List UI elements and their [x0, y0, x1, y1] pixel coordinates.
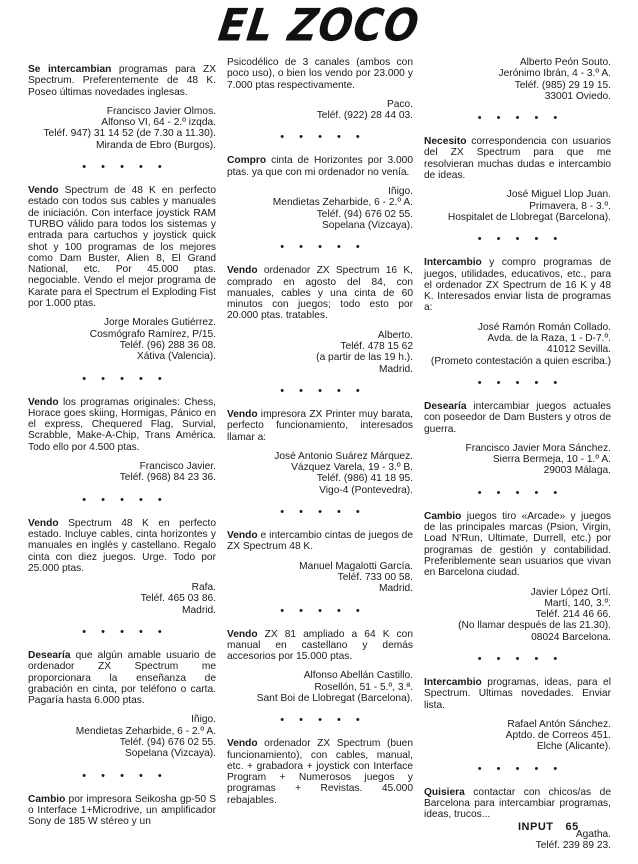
contact-line: Alberto. [377, 329, 413, 341]
ad-contact [424, 322, 611, 367]
ad-separator: • • • • • [477, 376, 564, 389]
contact-line: Mendietas Zeharbide, 6 - 2.º A. [272, 197, 413, 209]
contact-line: Teléf. 239 89 23. [535, 839, 611, 851]
ad-contact [227, 186, 413, 231]
column-2 [227, 57, 413, 806]
ad-keyword: Vendo [227, 628, 258, 640]
contact-line: Aptdo. de Correos 451. [505, 730, 611, 742]
ad-text [28, 64, 216, 98]
ad-description: ordenador ZX Spectrum (buen funcionamiento), con cables, manual, etc. + grabadora + joystick con Interface Program + Numerosos juegos y programas + Revistas. 45.000 rebajables. [227, 738, 413, 806]
classified-ad [227, 409, 413, 496]
contact-line: Elche (Alicante). [536, 741, 611, 753]
ad-text [424, 401, 611, 435]
page-title: EL ZOCO [215, 0, 423, 52]
contact-line: Teléf. (985) 29 19 15. [514, 79, 611, 91]
classified-ad [424, 57, 611, 102]
contact-line: 08024 Barcelona. [531, 631, 611, 643]
ad-keyword: Compro [227, 155, 267, 167]
ad-contact [28, 714, 216, 759]
contact-line: Madrid. [379, 583, 413, 595]
ad-separator: • • • • • [280, 714, 366, 727]
contact-line: Sierra Bermeja, 10 - 1.º A. [492, 454, 611, 466]
contact-line: Cosmógrafo Ramírez, P/15. [89, 328, 216, 340]
ad-description: cinta de Horizontes por 3.000 ptas. ya que con mi ordenador no venía. [227, 155, 413, 178]
ad-text [227, 265, 413, 321]
ad-description: que algún amable usuario de ordenador ZX Spectrum me proporcionara la enseñanza de grabación en cinta, por teléfono o carta. Pagaría hasta 6.000 ptas. [28, 649, 216, 707]
contact-line: Hospitalet de Llobregat (Barcelona). [447, 211, 611, 223]
contact-line: Teléf. (94) 676 02 55. [316, 208, 413, 220]
ad-text [424, 677, 611, 711]
ad-keyword: Vendo [227, 738, 258, 750]
ad-text [227, 530, 413, 553]
contact-line: Alfonso VI, 64 - 2.º izqda. [101, 117, 216, 129]
classified-ad [28, 650, 216, 760]
contact-line: Teléf. (94) 676 02 55. [119, 737, 216, 749]
ad-description: Spectrum de 48 K en perfecto estado con todos sus cables y manuales de iniciación. Con interface joystick RAM TURBO válido para todos los sistemas y entrada para cartuchos y joystick quick shot y 100 programas de los mejores como Dam Buster, Alien 8, El Grand National, etc. Por 45.000 ptas. negociable. Vendo el mejor programa de Karate para el Spectrum el Exploding Fist por 1.000 ptas. [28, 185, 216, 310]
contact-line: Primavera, 8 - 3.º. [529, 200, 611, 212]
ad-keyword: Vendo [227, 265, 258, 277]
ad-description: ZX 81 ampliado a 64 K con manual en castellano y demás accesorios por 15.000 ptas. [227, 628, 413, 663]
classified-ad [424, 257, 611, 367]
ad-separator: • • • • • [477, 112, 564, 125]
ad-contact [227, 670, 413, 704]
contact-line: Sopelana (Vizcaya). [125, 748, 216, 760]
ad-keyword: Intercambio [424, 257, 482, 269]
ad-separator: • • • • • [280, 384, 366, 397]
ad-description: juegos tiro «Arcade» y juegos de las principales marcas (Psion, Virgin, Load N'Run, Ultimate, Durrell, etc.) por programas de gestión y contabilidad. Preferiblemente sean usuarios que vivan en Barcelona ciudad. [424, 510, 611, 579]
contact-line: Javier López Ortí. [530, 586, 611, 598]
contact-line: Francisco Javier Mora Sánchez. [465, 442, 611, 454]
contact-line: Avda. de la Raza, 1 - D-7.º. [487, 333, 611, 345]
classified-ad [28, 64, 216, 151]
contact-line: Teléf. 465 03 86. [140, 593, 216, 605]
ad-contact [227, 561, 413, 595]
ad-description: por impresora Seikosha gp-50 S o Interface 1+Microdrive, un amplificador Sony de 185 W stéreo y un [28, 793, 216, 828]
ad-text [424, 136, 611, 181]
ad-separator: • • • • • [477, 652, 564, 665]
column-3 [424, 57, 611, 851]
ad-text [424, 787, 611, 821]
ad-separator: • • • • • [82, 769, 168, 782]
contact-line: 41012 Sevilla. [546, 344, 611, 356]
contact-line: (Prometo contestación a quien escriba.) [430, 355, 611, 367]
ad-contact [424, 189, 611, 223]
ad-description: impresora ZX Printer muy barata, perfecto funcionamiento, interesados llamar a: [227, 408, 413, 443]
classified-ad [28, 397, 216, 484]
contact-line: Alfonso Abellán Castillo. [303, 670, 413, 682]
ad-description: contactar con chicos/as de Barcelona para intercambiar programas, ideas, trucos... [424, 786, 611, 821]
contact-line: Teléf. (922) 28 44 03. [316, 110, 413, 122]
ad-contact [28, 317, 216, 362]
classified-ad [227, 530, 413, 594]
page-footer [518, 822, 579, 833]
contact-line: José Ramón Román Collado. [477, 321, 611, 333]
ad-keyword: Necesito [424, 136, 467, 148]
ad-description: los programas originales: Chess, Horace goes skiing, Hormigas, Pánico en el express, Chequered Flag, Survial, Scrabble, Make-A-Chip, Trans América. Todo ello por 4.500 ptas. [28, 396, 216, 453]
contact-line: Madrid. [182, 604, 216, 616]
ad-separator: • • • • • [280, 506, 366, 519]
contact-line: Mendietas Zeharbide, 6 - 2.º A. [75, 725, 216, 737]
ad-description: e intercambio cintas de juegos de ZX Spectrum 48 K. [227, 530, 413, 553]
contact-line: 33001 Oviedo. [544, 90, 611, 102]
column-1 [28, 64, 216, 828]
ad-separator: • • • • • [82, 493, 168, 506]
ad-separator: • • • • • [477, 762, 564, 775]
classified-ad [28, 185, 216, 362]
classified-ad [424, 677, 611, 753]
contact-line: Teléf. (96) 288 36 08. [119, 339, 216, 351]
ad-text [28, 397, 216, 453]
ad-text [28, 794, 216, 828]
contact-line: Francisco Javier. [139, 461, 216, 473]
ad-contact [424, 587, 611, 643]
classified-ad [28, 518, 216, 616]
ad-description: correspondencia con usuarios del ZX Spectrum para que me resolvieran muchas dudas e intercambio de ideas. [424, 136, 611, 182]
classified-ad [28, 794, 216, 828]
contact-line: José Miguel Llop Juan. [506, 189, 611, 201]
ad-contact [227, 330, 413, 375]
ad-description: y compro programas de juegos, utilidades, educativos, etc., para el ordenador ZX Spectrum de 16 K y 48 K. Interesados enviar lista de programas a: [424, 257, 611, 314]
contact-line: Miranda de Ebro (Burgos). [95, 139, 216, 151]
classified-ad [227, 57, 413, 121]
classified-ad [424, 787, 611, 851]
ad-text [227, 629, 413, 663]
contact-line: Martí, 140, 3.º. [544, 597, 611, 609]
ad-contact [227, 99, 413, 122]
contact-line: Manuel Magalotti García. [299, 560, 413, 572]
ad-separator: • • • • • [280, 241, 366, 254]
contact-line: Teléf. 214 46 66. [535, 609, 611, 621]
contact-line: Jerónimo Ibrán, 4 - 3.º A. [498, 68, 611, 80]
contact-line: Teléf. 947) 31 14 52 (de 7.30 a 11.30). [43, 128, 216, 140]
ad-contact [28, 582, 216, 616]
contact-line: Rosellón, 51 - 5.º, 3.ª. [314, 681, 413, 693]
classified-ad [227, 629, 413, 705]
ad-separator: • • • • • [280, 604, 366, 617]
ad-separator: • • • • • [82, 625, 168, 638]
contact-line: Rafael Antón Sánchez. [507, 718, 611, 730]
contact-line: Teléf. 733 00 58. [337, 571, 413, 583]
contact-line: Agatha. [575, 828, 611, 840]
ad-description: Spectrum 48 K en perfecto estado. Incluye cables, cinta horizontes y manuales en inglés y castellano. Regalo cinta con diez juegos. Urge. Todo por 25.000 ptas. [28, 517, 216, 574]
ad-separator: • • • • • [477, 486, 564, 499]
ad-separator: • • • • • [82, 372, 168, 385]
ad-keyword: Vendo [28, 185, 59, 197]
ad-description: Psicodélico de 3 canales (ambos con poco uso), o bien los vendo por 23.000 y 7.000 ptas respectivamente. [227, 57, 413, 91]
ad-text [227, 738, 413, 806]
ad-contact [28, 461, 216, 484]
ad-contact [28, 106, 216, 151]
ad-text [28, 185, 216, 309]
ad-text [227, 57, 413, 91]
classified-ad [227, 265, 413, 375]
ad-contact [424, 57, 611, 102]
contact-line: Teléf. (968) 84 23 36. [119, 472, 216, 484]
ad-separator: • • • • • [477, 233, 564, 246]
ad-keyword: Vendo [227, 530, 258, 542]
ad-keyword: Vendo [227, 408, 258, 420]
ad-keyword: Se intercambian [28, 64, 112, 75]
contact-line: Sant Boi de Llobregat (Barcelona). [256, 692, 413, 704]
ad-description: ordenador ZX Spectrum 16 K, comprado en agosto del 84, con manuales, cables y una cinta de 60 minutos con juegos; todo esto por 20.000 ptas. tratables. [227, 265, 413, 322]
contact-line: Teléf. (986) 41 18 95. [316, 473, 413, 485]
ad-text [28, 650, 216, 706]
ad-keyword: Quisiera [424, 786, 465, 798]
ad-contact [424, 443, 611, 477]
ad-keyword: Cambio [424, 510, 462, 522]
ad-description: intercambiar juegos actuales con poseedor de Dam Busters y otros de guerra. [424, 400, 611, 435]
contact-line: Alberto Peón Souto. [519, 57, 611, 68]
ad-separator: • • • • • [280, 131, 366, 144]
contact-line: Teléf. 478 15 62 [340, 341, 413, 353]
ad-keyword: Vendo [28, 396, 59, 408]
ad-text [424, 257, 611, 313]
contact-line: 29003 Málaga. [543, 465, 611, 477]
ad-separator: • • • • • [82, 161, 168, 174]
contact-line: Jorge Morales Gutiérrez. [103, 317, 216, 329]
ad-text [28, 518, 216, 574]
ad-keyword: Desearía [28, 649, 71, 661]
ad-description: programas, ideas, para el Spectrum. Ultimas novedades. Enviar lista. [424, 676, 611, 711]
contact-line: Francisco Javier Olmos. [106, 105, 216, 117]
contact-line: José Antonio Suárez Márquez. [274, 450, 413, 462]
contact-line: Iñigo. [191, 714, 216, 726]
contact-line: Paco. [386, 98, 413, 110]
classified-ad [424, 401, 611, 477]
contact-line: Xátiva (Valencia). [136, 351, 216, 363]
classified-ad [227, 155, 413, 231]
contact-line: Madrid. [379, 363, 413, 375]
contact-line: (No llamar después de las 21.30). [458, 620, 611, 632]
contact-line: Rafa. [191, 582, 216, 594]
magazine-name: INPUT [518, 821, 554, 833]
contact-line: Iñigo. [388, 186, 413, 198]
ad-contact [227, 451, 413, 496]
page-number: 65 [565, 821, 579, 833]
contact-line: (a partir de las 19 h.). [316, 352, 413, 364]
ad-description: programas para ZX Spectrum. Preferentemente de 48 K. Poseo últimas novedades inglesas. [28, 64, 217, 98]
ad-contact [424, 719, 611, 753]
contact-line: Vigo-4 (Pontevedra). [319, 484, 413, 496]
contact-line: Sopelana (Vizcaya). [322, 219, 413, 231]
ad-text [227, 155, 413, 178]
ad-text [227, 409, 413, 443]
contact-line: Vázquez Varela, 19 - 3.º B. [291, 462, 413, 474]
ad-keyword: Intercambio [424, 676, 482, 688]
classified-ad [227, 738, 413, 806]
classified-ad [424, 136, 611, 223]
ad-keyword: Cambio [28, 793, 66, 805]
classified-ad [424, 511, 611, 643]
ad-text [424, 511, 611, 579]
ad-keyword: Desearía [424, 400, 467, 412]
ad-keyword: Vendo [28, 517, 59, 529]
